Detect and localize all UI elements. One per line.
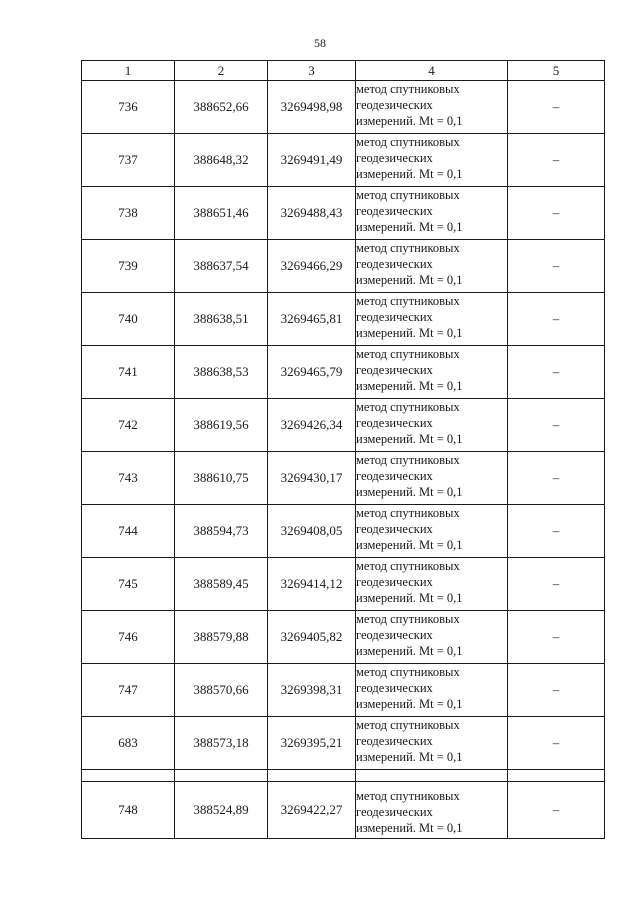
table-row [82, 399, 605, 452]
y-coordinate-cell: 3269426,34 [268, 399, 356, 452]
note-cell: – [508, 346, 605, 399]
method-text-line: метод спутниковых [356, 241, 460, 255]
note-cell: – [508, 134, 605, 187]
x-coordinate-cell: 388648,32 [175, 134, 268, 187]
y-coordinate-cell: 3269430,17 [268, 452, 356, 505]
x-coordinate-cell: 388638,53 [175, 346, 268, 399]
method-text-line: геодезических [356, 681, 433, 695]
method-text-line: метод спутниковых [356, 453, 460, 467]
method-cell [356, 558, 508, 611]
method-text-line: измерений. Mt = 0,1 [356, 697, 463, 711]
point-number-cell: 743 [82, 452, 175, 505]
method-text-line: геодезических [356, 522, 433, 536]
method-text-line: измерений. Mt = 0,1 [356, 750, 463, 764]
y-coordinate-cell: 3269414,12 [268, 558, 356, 611]
header-col-3: 3 [268, 61, 356, 81]
method-text-line: измерений. Mt = 0,1 [356, 326, 463, 340]
x-coordinate-cell: 388610,75 [175, 452, 268, 505]
x-coordinate-cell: 388589,45 [175, 558, 268, 611]
note-cell: – [508, 505, 605, 558]
note-cell: – [508, 399, 605, 452]
method-cell [356, 293, 508, 346]
y-coordinate-cell: 3269408,05 [268, 505, 356, 558]
note-cell: – [508, 81, 605, 134]
method-text-line: геодезических [356, 98, 433, 112]
method-cell [356, 611, 508, 664]
method-text-line: измерений. Mt = 0,1 [356, 114, 463, 128]
empty-cell [508, 770, 605, 782]
method-text-line: метод спутниковых [356, 188, 460, 202]
point-number-cell: 683 [82, 717, 175, 770]
table-row [82, 505, 605, 558]
method-cell [356, 134, 508, 187]
method-text-line: геодезических [356, 310, 433, 324]
x-coordinate-cell: 388570,66 [175, 664, 268, 717]
method-text-line: геодезических [356, 575, 433, 589]
empty-table-row [82, 770, 605, 782]
method-cell [356, 505, 508, 558]
y-coordinate-cell: 3269465,79 [268, 346, 356, 399]
method-text-line: геодезических [356, 363, 433, 377]
point-number-cell: 742 [82, 399, 175, 452]
method-text-line: измерений. Mt = 0,1 [356, 432, 463, 446]
y-coordinate-cell: 3269465,81 [268, 293, 356, 346]
method-text-line: метод спутниковых [356, 135, 460, 149]
method-text-line: геодезических [356, 734, 433, 748]
y-coordinate-cell: 3269498,98 [268, 81, 356, 134]
method-text-line: метод спутниковых [356, 294, 460, 308]
method-text-line: метод спутниковых [356, 789, 460, 803]
method-text-line: метод спутниковых [356, 82, 460, 96]
x-coordinate-cell: 388638,51 [175, 293, 268, 346]
method-text-line: метод спутниковых [356, 612, 460, 626]
method-text-line: геодезических [356, 628, 433, 642]
point-number-cell: 744 [82, 505, 175, 558]
table-row [82, 558, 605, 611]
method-text-line: геодезических [356, 151, 433, 165]
note-cell: – [508, 664, 605, 717]
empty-cell [175, 770, 268, 782]
method-cell [356, 81, 508, 134]
method-text-line: метод спутниковых [356, 506, 460, 520]
method-text-line: измерений. Mt = 0,1 [356, 167, 463, 181]
table-row [82, 134, 605, 187]
point-number-cell: 740 [82, 293, 175, 346]
table-row [82, 187, 605, 240]
table-row [82, 240, 605, 293]
method-text-line: измерений. Mt = 0,1 [356, 644, 463, 658]
point-number-cell: 746 [82, 611, 175, 664]
page-number: 58 [314, 36, 326, 50]
point-number-cell: 739 [82, 240, 175, 293]
coordinates-table [81, 60, 605, 839]
y-coordinate-cell: 3269395,21 [268, 717, 356, 770]
method-text-line: измерений. Mt = 0,1 [356, 821, 463, 835]
method-text-line: геодезических [356, 469, 433, 483]
method-text-line: измерений. Mt = 0,1 [356, 220, 463, 234]
method-text-line: измерений. Mt = 0,1 [356, 591, 463, 605]
method-text-line: измерений. Mt = 0,1 [356, 485, 463, 499]
header-col-4: 4 [356, 61, 508, 81]
x-coordinate-cell: 388619,56 [175, 399, 268, 452]
point-number-cell: 736 [82, 81, 175, 134]
note-cell: – [508, 611, 605, 664]
y-coordinate-cell: 3269488,43 [268, 187, 356, 240]
point-number-cell: 738 [82, 187, 175, 240]
method-cell [356, 717, 508, 770]
table-row [82, 664, 605, 717]
note-cell: – [508, 187, 605, 240]
method-cell [356, 187, 508, 240]
method-text-line: измерений. Mt = 0,1 [356, 273, 463, 287]
method-text-line: метод спутниковых [356, 718, 460, 732]
note-cell: – [508, 240, 605, 293]
table-row [82, 782, 605, 839]
empty-cell [356, 770, 508, 782]
header-col-2: 2 [175, 61, 268, 81]
method-text-line: геодезических [356, 416, 433, 430]
y-coordinate-cell: 3269398,31 [268, 664, 356, 717]
method-cell [356, 452, 508, 505]
table-row [82, 717, 605, 770]
x-coordinate-cell: 388652,66 [175, 81, 268, 134]
header-col-5: 5 [508, 61, 605, 81]
method-cell [356, 346, 508, 399]
table-row [82, 611, 605, 664]
note-cell: – [508, 558, 605, 611]
method-text-line: метод спутниковых [356, 347, 460, 361]
x-coordinate-cell: 388573,18 [175, 717, 268, 770]
method-text-line: метод спутниковых [356, 665, 460, 679]
table-row [82, 346, 605, 399]
table-row [82, 293, 605, 346]
method-cell [356, 399, 508, 452]
y-coordinate-cell: 3269405,82 [268, 611, 356, 664]
method-cell [356, 664, 508, 717]
x-coordinate-cell: 388524,89 [175, 782, 268, 839]
x-coordinate-cell: 388651,46 [175, 187, 268, 240]
table-row [82, 452, 605, 505]
x-coordinate-cell: 388637,54 [175, 240, 268, 293]
y-coordinate-cell: 3269466,29 [268, 240, 356, 293]
point-number-cell: 741 [82, 346, 175, 399]
note-cell: – [508, 293, 605, 346]
x-coordinate-cell: 388579,88 [175, 611, 268, 664]
empty-cell [82, 770, 175, 782]
point-number-cell: 745 [82, 558, 175, 611]
header-col-1: 1 [82, 61, 175, 81]
point-number-cell: 737 [82, 134, 175, 187]
method-text-line: измерений. Mt = 0,1 [356, 379, 463, 393]
y-coordinate-cell: 3269491,49 [268, 134, 356, 187]
table-header-row [82, 61, 605, 81]
method-text-line: геодезических [356, 204, 433, 218]
method-cell [356, 240, 508, 293]
y-coordinate-cell: 3269422,27 [268, 782, 356, 839]
table-row [82, 81, 605, 134]
x-coordinate-cell: 388594,73 [175, 505, 268, 558]
method-text-line: метод спутниковых [356, 400, 460, 414]
empty-cell [268, 770, 356, 782]
method-text-line: измерений. Mt = 0,1 [356, 538, 463, 552]
point-number-cell: 747 [82, 664, 175, 717]
note-cell: – [508, 452, 605, 505]
point-number-cell: 748 [82, 782, 175, 839]
method-text-line: метод спутниковых [356, 559, 460, 573]
note-cell: – [508, 782, 605, 839]
note-cell: – [508, 717, 605, 770]
method-text-line: геодезических [356, 805, 433, 819]
method-cell [356, 782, 508, 839]
method-text-line: геодезических [356, 257, 433, 271]
